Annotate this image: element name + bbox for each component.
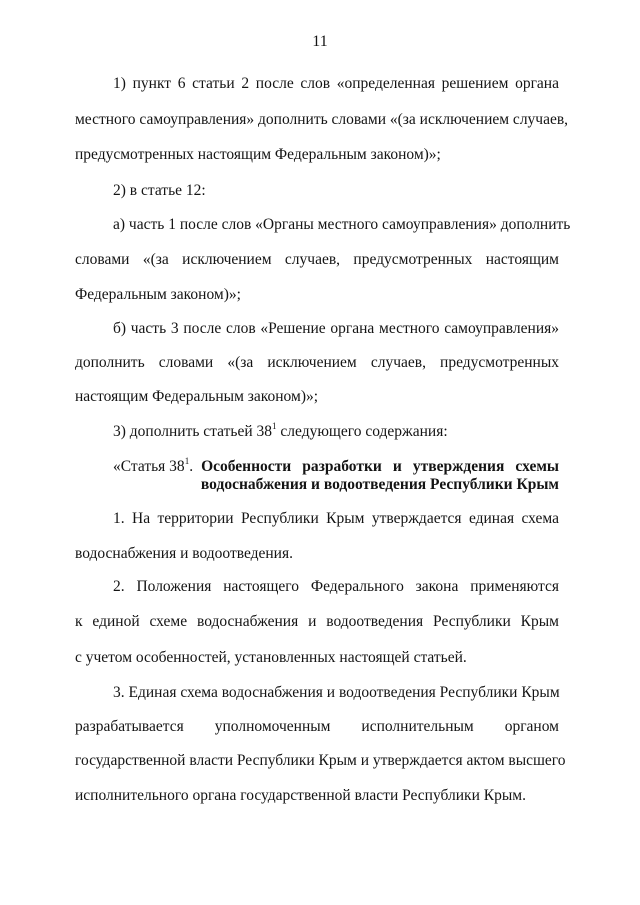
text-line: а) часть 1 после слов «Органы местного самоуправления» дополнить	[113, 216, 571, 233]
article-dot: .	[189, 458, 194, 475]
text-line: исполнительного органа государственной власти Республики Крым.	[75, 787, 526, 804]
text-line: государственной власти Республики Крым и утверждается актом высшего	[75, 752, 566, 769]
text-line: дополнить словами «(за исключением случаев, предусмотренных	[75, 354, 559, 371]
article-title-line-1: Особенности разработки и утверждения схемы	[201, 458, 559, 475]
text-line: 1. На территории Республики Крым утверждается единая схема	[113, 510, 559, 527]
text-line: разрабатывается уполномоченным исполнительным органом	[75, 718, 559, 735]
article-label	[113, 458, 193, 476]
superscript: 1	[184, 456, 190, 466]
amendment-item-3	[113, 423, 448, 441]
text-line: предусмотренных настоящим Федеральным законом)»;	[75, 146, 441, 163]
page-number: 11	[312, 33, 328, 50]
text-line: настоящим Федеральным законом)»;	[75, 388, 319, 405]
text-line: водоснабжения и водоотведения.	[75, 545, 293, 562]
superscript: 1	[272, 421, 277, 431]
text-line: словами «(за исключением случаев, предусмотренных настоящим	[75, 251, 559, 268]
text-line: 3. Единая схема водоснабжения и водоотведения Республики Крым	[113, 684, 560, 701]
text-line: к единой схеме водоснабжения и водоотведения Республики Крым	[75, 613, 559, 630]
text-line: 2. Положения настоящего Федерального закона применяются	[113, 578, 559, 595]
article-heading-line-1	[113, 458, 559, 476]
text-line: Федеральным законом)»;	[75, 286, 241, 303]
text-line: б) часть 3 после слов «Решение органа местного самоуправления»	[113, 320, 559, 337]
text: 3) дополнить статьей 38	[113, 423, 273, 440]
article-number: «Статья 38	[113, 458, 185, 475]
text: следующего содержания:	[276, 423, 448, 440]
text-line: местного самоуправления» дополнить словами «(за исключением случаев,	[75, 111, 569, 128]
article-title-line-2: водоснабжения и водоотведения Республики Крым	[200, 476, 559, 493]
text-line: 1) пункт 6 статьи 2 после слов «определенная решением органа	[113, 75, 559, 92]
amendment-item-2: 2) в статье 12:	[113, 182, 206, 199]
text-line: с учетом особенностей, установленных настоящей статьей.	[75, 649, 467, 666]
